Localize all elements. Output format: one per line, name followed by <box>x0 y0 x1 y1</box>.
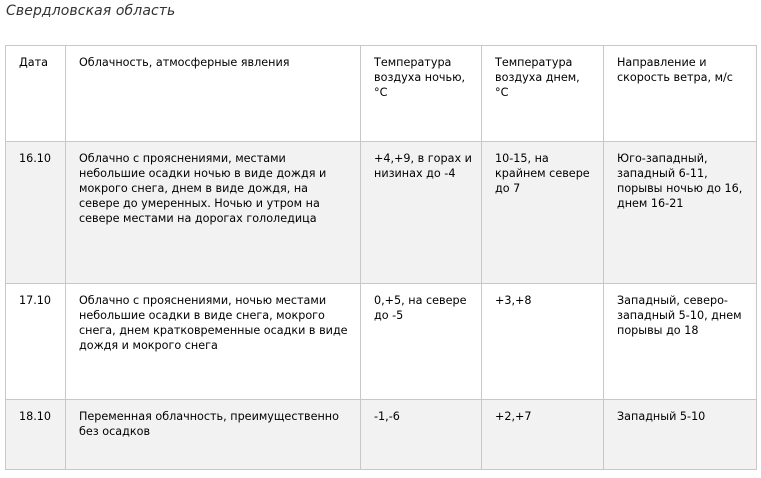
cell-temp-night: 0,+5, на севере до -5 <box>361 284 482 400</box>
header-wind: Направление и скорость ветра, м/с <box>604 46 757 142</box>
table-row <box>6 142 757 284</box>
cell-temp-day: +3,+8 <box>482 284 604 400</box>
cell-temp-night: +4,+9, в горах и низинах до -4 <box>361 142 482 284</box>
cell-wind: Западный, северо-западный 5-10, днем порывы до 18 <box>604 284 757 400</box>
cell-clouds: Облачно с прояснениями, местами небольшие осадки ночью в виде дождя и мокрого снега, днем в виде дождя, на севере до умеренных. Ночью и утром на севере местами на дорогах гололедица <box>66 142 361 284</box>
cell-date: 18.10 <box>6 400 66 470</box>
header-temp-day: Температура воздуха днем, °С <box>482 46 604 142</box>
table-row <box>6 400 757 470</box>
header-row <box>6 46 757 142</box>
cell-clouds: Переменная облачность, преимущественно без осадков <box>66 400 361 470</box>
cell-temp-day: 10-15, на крайнем севере до 7 <box>482 142 604 284</box>
cell-date: 16.10 <box>6 142 66 284</box>
cell-wind: Западный 5-10 <box>604 400 757 470</box>
region-title: Свердловская область <box>6 3 176 19</box>
cell-temp-night: -1,-6 <box>361 400 482 470</box>
table-row <box>6 284 757 400</box>
cell-wind: Юго-западный, западный 6-11, порывы ночью до 16, днем 16-21 <box>604 142 757 284</box>
cell-clouds: Облачно с прояснениями, ночью местами небольшие осадки в виде снега, мокрого снега, днем кратковременные осадки в виде дождя и мокрого снега <box>66 284 361 400</box>
header-clouds: Облачность, атмосферные явления <box>66 46 361 142</box>
forecast-table <box>5 45 757 470</box>
cell-temp-day: +2,+7 <box>482 400 604 470</box>
header-date: Дата <box>6 46 66 142</box>
cell-date: 17.10 <box>6 284 66 400</box>
header-temp-night: Температура воздуха ночью, °С <box>361 46 482 142</box>
